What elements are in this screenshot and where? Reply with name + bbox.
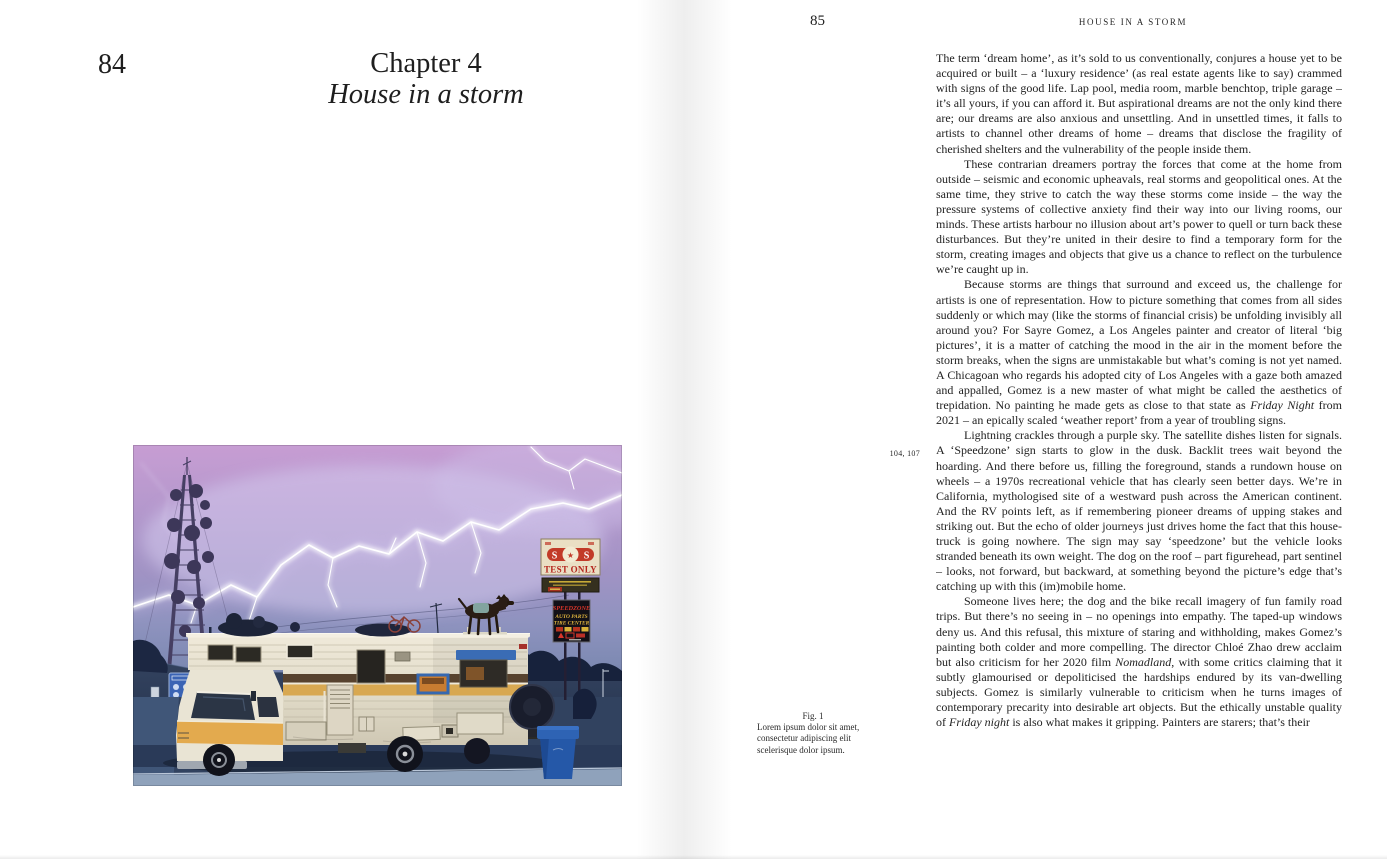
speedzone-text: SPEEDZONE: [552, 605, 591, 612]
paragraph-text: The term ‘dream home’, as it’s sold to us conventionally, conjures a house yet to be acquired or built – a ‘luxury residence’ (as real estate agents like to say) crammed with signs of the good life. Lap pool, media room, marble benchtop, triple garage – it’s all yours, if you can afford it. But aspirational dreams are not the only kind there are; our dreams are also anxious and unsettling. And in unsettled times, it falls to artists to channel other dreams of home – dreams that disclose the fragility of cherished shelters and the vulnerability of the people inside them.: [936, 51, 1342, 156]
caption-line: consectetur adipiscing elit: [757, 733, 851, 744]
caption-line: scelerisque dolor ipsum.: [757, 744, 845, 755]
paragraph-text: Someone lives here; the dog and the bike recall imagery of fun family road trips. But there’s no seeing in – no openings into empathy. The taped-up windows deny us. And this refusal, this mixture of staring and withholding, makes Gomez’s painting both colder and more compelling. The director Chloé Zhao drew acclaim but also criticism for her 2020 film: [936, 594, 1342, 669]
smog-logo-star-icon: ★: [566, 551, 575, 560]
work-title: Friday night: [949, 715, 1010, 730]
trash-bin: [537, 726, 579, 779]
smog-logo-left: S: [551, 550, 558, 562]
figure-label: Fig. 1: [802, 711, 824, 721]
caption-line: Lorem ipsum dolor sit amet,: [757, 722, 860, 733]
rv-storm-painting: [133, 445, 622, 786]
body-paragraph: [936, 428, 1342, 594]
figure-caption: [757, 711, 869, 756]
test-only-text: TEST ONLY: [544, 564, 597, 575]
smog-logo-right: S: [583, 550, 590, 562]
work-title: Friday Night: [1250, 398, 1315, 413]
paragraph-text: is also what makes it gripping. Painters are starers; that’s their: [1009, 715, 1310, 730]
body-text-column: [936, 51, 1342, 855]
tire-center-text: TIRE CENTER: [553, 620, 590, 627]
speedzone-sign: [553, 600, 590, 642]
work-title: Nomadland: [1115, 654, 1172, 669]
right-page-number: 85: [810, 13, 825, 29]
body-paragraph: [936, 277, 1342, 428]
chapter-number: Chapter 4: [370, 48, 482, 79]
margin-note-figure-refs: 104, 107: [889, 449, 920, 458]
paragraph-text: These contrarian dreamers portray the forces that come at the home from outside – seismic and economic upheavals, real storms and geopolitical ones. At the same time, they strive to catch the way these storms come inside – the way the pressure systems of collective anxiety find their way into our living rooms, our minds. These artists harbour no illusion about art’s power to quell or turn back these disturbances. But they’re united in their desire to find a temporary form for the storm, creating images and objects that give us a chance to reflect on the turbulence we’re caught up in.: [936, 156, 1342, 277]
figure-painting: [133, 445, 622, 786]
paragraph-text: from 2021 – an epically scaled ‘weather report’ from a year of troubling signs.: [936, 398, 1342, 428]
van-cab: [176, 670, 283, 776]
paragraph-text: Lightning crackles through a purple sky. The satellite dishes listen for signals. A ‘Speedzone’ sign starts to glow in the dusk. Backlit trees wait beyond the hoarding. And there before us, filling the foreground, stands a rundown house on wheels – a 1970s recreational vehicle that has clearly seen better days. We’re in California, mythologised site of a westward push across the American continent. And the RV points left, as if remembering pioneer dreams of upping stakes and striking out. But the echo of older journeys just drives home the fact that this house-truck is going nowhere. The sign may say ‘speedzone’ but the vehicle looks stranded beneath its own weight. The dog on the roof – part figurehead, part sentinel – looks, not forward, but backward, at something beyond the picture’s edge that’s catching up with this (im)mobile home.: [936, 428, 1342, 594]
body-paragraph: [936, 51, 1342, 157]
body-paragraph: [936, 594, 1342, 730]
page-gutter-shadow: [636, 0, 732, 859]
paragraph-text: , with some critics claiming that it subtly glamourised or depoliticised the hardships endured by its van-dwelling subjects. Gomez is similarly vulnerable to criticism when he turns images of contemporary precarity into desirable art objects. But the ethically unstable quality of: [936, 654, 1342, 730]
auto-parts-text: AUTO PARTS: [555, 614, 588, 620]
body-paragraph: [936, 157, 1342, 278]
chapter-heading-block: [276, 48, 576, 110]
left-page-number: 84: [98, 49, 126, 80]
running-header: HOUSE IN A STORM: [1078, 17, 1188, 27]
paragraph-text: Because storms are things that surround and exceed us, the challenge for artists is one of representation. How to picture something that comes from all sides suddenly or which may (like the storms of financial crisis) be unfolding invisibly all around you? For Sayre Gomez, a Los Angeles painter and creator of literal ‘big pictures’, it is a matter of catching the mood in the air in the moment before the storm breaks, when the signs are unmistakable but what’s coming is not yet named. A Chicagoan who regards his adopted city of Los Angeles with a gaze both amazed and appalled, Gomez is a new master of what might be called the aesthetics of trepidation. No painting he made gets as close to that state as: [936, 277, 1342, 413]
chapter-title: House in a storm: [328, 79, 524, 110]
page-bottom-edge: [0, 855, 1387, 859]
